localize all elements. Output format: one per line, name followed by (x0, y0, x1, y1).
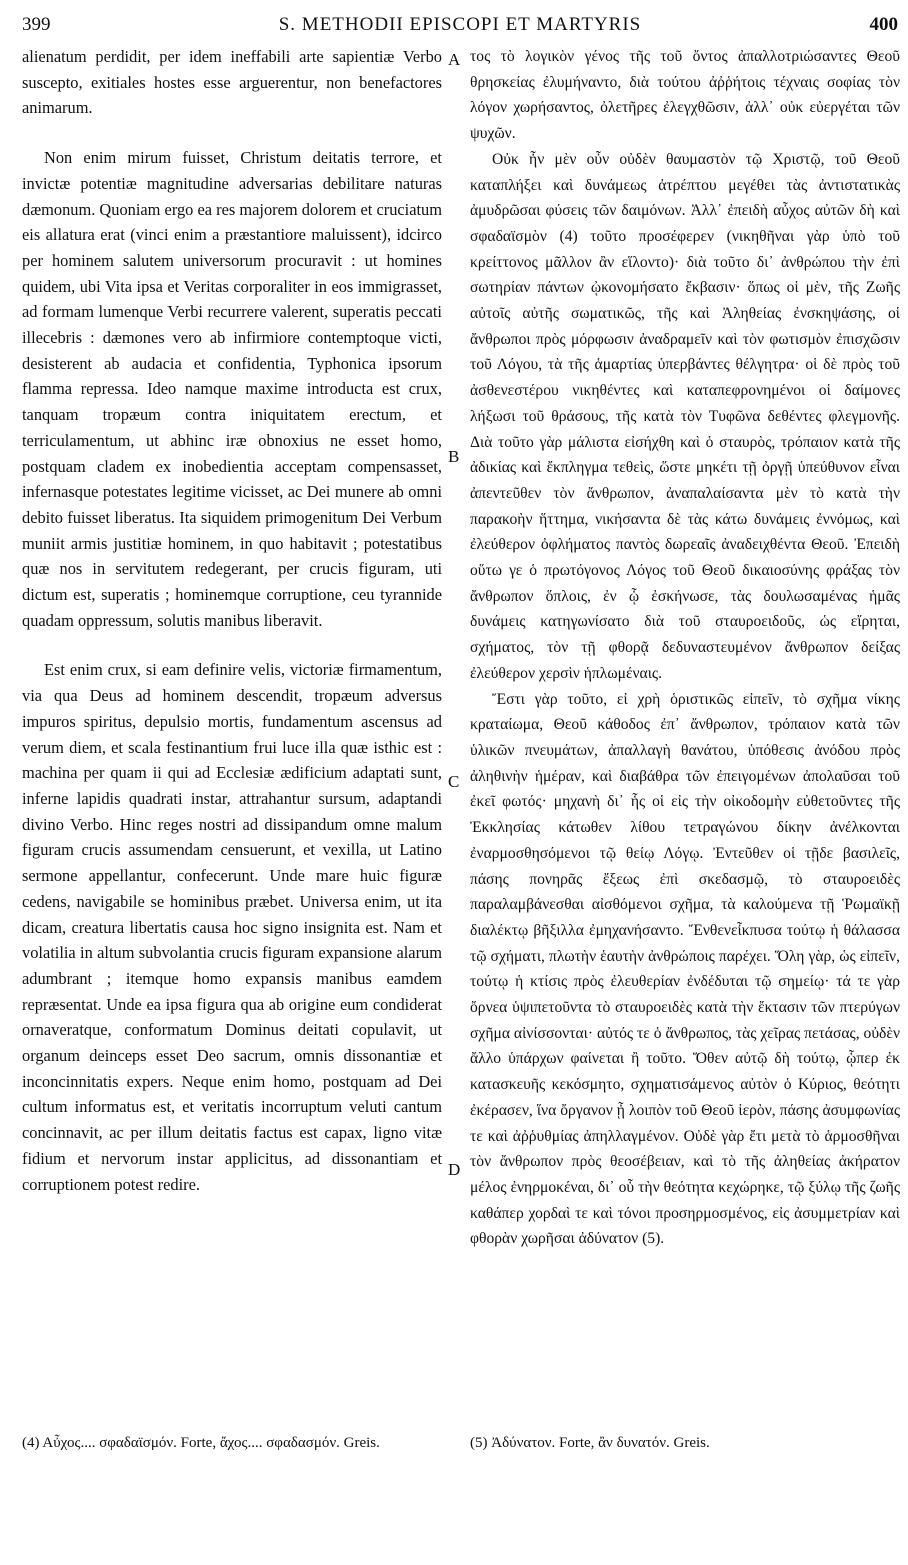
running-title: S. METHODII EPISCOPI ET MARTYRIS (278, 14, 642, 35)
greek-paragraph: Οὐκ ἦν μὲν οὖν οὐδὲν θαυμαστὸν τῷ Χριστῷ, τοῦ Θεοῦ καταπλήξει καὶ δυνάμεως ἀτρέπτου μεγέθει τὰς ἀντιστατικὰς ἀμυδρῶσαι φύσεις τῶν δαιμόνων. Ἀλλ᾽ ἐπειδὴ αὖχος αὐτῶν δὴ καὶ σφαδαϊσμὸν (4) τοῦτο προσέφερεν (νικηθῆναι γὰρ ὑπὸ τοῦ κρείττονος μᾶλλον ἂν εἵλοντο)· διὰ τοῦτο δι᾽ ἀνθρώπου τὴν ἐπὶ σωτηρίαν πάντων ᾠκονομήσατο ἔκβασιν· ὅπως οἱ μὲν, τῆς Ζωῆς αὐτοῖς αὐτῆς σωματικῶς, τῆς καὶ Ἀληθείας ἐνσκηψάσης, οἱ ἄνθρωποι πρὸς μόρφωσιν ἀναδραμεῖν καὶ τὸν φωτισμὸν ἐπισχῶσιν τοῦ Λόγου, τὰ τῆς ἁμαρτίας ὑπερβάντες θέλγητρα· οἱ δὲ πρὸς τοῦ ἀσθενεστέρου νικηθέντες καὶ καταπεφρονημένοι οἱ δαίμονες λήξωσι τοῦ θράσους, τῆς κατὰ τὸν Τυφῶνα δεθέντες φλεγμονῆς. Διὰ τοῦτο γὰρ μάλιστα εἰσήχθη καὶ ὁ σταυρὸς, τρόπαιον κατὰ τῆς ἀδικίας καὶ ἔκπληγμα τεθεὶς, ὥστε μηκέτι τῇ ὀργῇ ὑπεύθυνον εἶναι ἀπεντεῦθεν τὸν ἄνθρωπον, ἀναπαλαίσαντα μὲν τὸ κατὰ τὴν παρακοὴν ἥττημα, νικήσαντα δὲ τὰς κάτω δυνάμεις ἐννόμως, καὶ ἐλεύθερον ὀφλήματος παντὸς δωρεαῖς ἀναδειχθέντα Θεοῦ. Ἐπειδὴ οὕτω γε ὁ πρωτόγονος Λόγος τοῦ Θεοῦ δικαιοσύνης φράξας τὸν ἄνθρωπον ὅπλοις, ἐν ᾧ ἐσκήνωσε, τὰς δουλωσαμένας ἡμᾶς δυνάμεις κατηγωνίσατο διὰ τοῦ σταυροειδοῦς, ὡς εἴρηται, σχήματος, τὸν τῇ φθορᾷ δεδυναστευμένον ἄνθρωπον δείξας ἐλεύθερον χερσὶν ἡπλωμέναις. (470, 150, 900, 682)
latin-column (22, 44, 442, 1197)
section-marker-d: D (448, 1160, 461, 1179)
footnote-4: (4) Αὖχος.... σφαδαϊσμόν. Forte, ἄχος.... σφαδασμόν. Greis. (22, 1435, 380, 1451)
section-marker-b: B (448, 447, 460, 466)
footnote-5: (5) Ἀδύνατον. Forte, ἂν δυνατόν. Greis. (470, 1435, 710, 1451)
section-marker-a: A (448, 50, 461, 69)
greek-paragraph: Ἔστι γὰρ τοῦτο, εἰ χρὴ ὁριστικῶς εἰπεῖν, τὸ σχῆμα νίκης κραταίωμα, Θεοῦ κάθοδος ἐπ᾽ ἄνθρωπον, τρόπαιον κατὰ τῶν ὑλικῶν πνευμάτων, ἀπαλλαγὴ θανάτου, ὑπόθεσις ἀνόδου πρὸς ἀληθινὴν ἡμέραν, καὶ διαβάθρα τῶν ἐπειγομένων ἀπολαῦσαι τοῦ ἐκεῖ φωτός· μηχανὴ δι᾽ ἧς οἱ εἰς τὴν οἰκοδομὴν εὐθετοῦντες τῆς Ἐκκλησίας κάτωθεν λίθου τετραγώνου δίκην ἀνέλκονται ἐναρμοσθησόμενοι τῷ θείῳ Λόγῳ. Ἐντεῦθεν οἱ τῇδε βασιλεῖς, πάσης πονηρᾶς ἔξεως ἐπὶ σκεδασμῷ, τὸ σταυροειδὲς παραλαμβάνεσθαι αἰσθόμενοι σχῆμα, τὰ καλούμενα τῇ Ῥωμαϊκῇ διαλέκτῳ βῆξιλλα ἐμηχανήσαντο. Ἔνθενεἶκπυσα τούτῳ ἡ θάλασσα τῷ σχήματι, πλωτὴν ἑαυτὴν ἀνθρώποις παρέχει. Ὅλη γὰρ, ὡς εἰπεῖν, τούτῳ ἡ κτίσις πρὸς ἐλευθερίαν ἐνδέδυται τῷ σημείῳ· τά τε γὰρ ὄρνεα ὑψιπετοῦντα τὸ σταυροειδὲς κατὰ τὴν ἔκτασιν τῶν πτερύγων σχῆμα αἰνίσσονται· αὐτός τε ὁ ἄνθρωπος, τὰς χεῖρας πετάσας, οὐδὲν ἄλλο ὑπάρχων φαίνεται ἢ τοῦτο. Ὅθεν αὐτῷ δὴ τούτῳ, ᾧπερ ἐκ κατασκευῆς κεκόσμητο, σχηματισάμενος αὐτὸν ὁ Κύριος, θεότητι ἐκέρασεν, ἵνα ὄργανον ᾖ λοιπὸν τοῦ Θεοῦ ἱερὸν, πάσης ἀσυμφωνίας τε καὶ ἀῤῥυθμίας ἀπηλλαγμένον. Οὐδὲ γὰρ ἔτι μετὰ τὸ ἁρμοσθῆναι τὸν ἄνθρωπον πρὸς θεοσέβειαν, καὶ τὸ τῆς ἀληθείας ἀκήρατον μέλος ἐνηρμοκέναι, δι᾽ οὗ τὴν θεότητα κεχώρηκε, τῷ ξύλῳ τῆς ζωῆς καθάπερ χορδαὶ τε καὶ τόνοι προσηρμοσμένος, εἰς ἀσυμμετρίαν καὶ φθορὰν χωρῆσαι ἀδύνατον (5). (470, 690, 900, 1248)
page-number-left: 399 (22, 14, 51, 35)
page-number-right: 400 (869, 14, 898, 35)
latin-paragraph: alienatum perdidit, per idem ineffabili arte sapientiæ Verbo suscepto, exitiales hostes esse arguerentur, non benefactores animarum. (22, 47, 442, 118)
latin-paragraph: Non enim mirum fuisset, Christum deitatis terrore, et invictæ potentiæ magnitudine adversarias debilitare naturas dæmonum. Quoniam ergo ea res majorem dolorem et cruciatum eis allatura erat (vinci enim a præstantiore maluissent), idcirco per hominem salutem universorum procuravit : ut homines quidem, ubi Vita ipsa et Veritas corporaliter in eos immigrasset, ad formam lumenque Verbi recurrere valerent, superatis peccati illecebris : dæmones vero ab infirmiore contemptoque victi, desisterent ab audacia et confidentia, Typhonica ipsorum flamma repressa. Ideo namque maxime introducta est crux, tanquam tropæum contra iniquitatem erectum, et terriculamentum, ut abhinc iræ obnoxius ne esset homo, postquam cladem ex inobedientia acceptam compensasset, infernasque potestates legitime vicisset, ac Dei munere ab omni debito fuisset liberatus. Ita siquidem primogenitum Dei Verbum muniit armis justitiæ hominem, in quo habitavit ; potestatibus quæ nos in servitutem redegerant, per crucis figuram, uti dictum est, superatis ; hominemque corruptione, ceu tyrannide quadam oppressum, solutis manibus liberavit. (22, 148, 442, 630)
page-header (22, 14, 898, 40)
section-marker-c: C (448, 772, 460, 791)
greek-column (470, 44, 900, 1252)
greek-paragraph: τος τὸ λογικὸν γένος τῆς τοῦ ὄντος ἀπαλλοτριώσαντες Θεοῦ θρησκείας ἐλυμήναντο, διὰ τούτου ἀῤῥήτοις τέχναις σοφίας τὸν λόγον χωρήσαντος, ὀλετῆρες ἐλεγχθῶσιν, ἀλλ᾽ οὐκ εὐεργέται τῶν ψυχῶν. (470, 48, 900, 143)
latin-paragraph: Est enim crux, si eam definire velis, victoriæ firmamentum, via qua Deus ad hominem descendit, tropæum adversus impuros spiritus, depulsio mortis, fundamentum ascensus ad verum diem, et scala festinantium frui luce illa quæ isthic est : machina per quam ii qui ad Ecclesiæ ædificium adaptati sunt, inferne lapidis quadrati instar, attrahantur sursum, adaptandi divino Verbo. Hinc reges nostri ad dissipandum omne malum figuram crucis assumendam censuerunt, et vexilla, ut Latino sermone appellantur, confecerunt. Unde mare huic figuræ cedens, navigabile se hominibus præbet. Universa enim, ut ita dicam, creatura libertatis causa hoc signo insignita est. Nam et volatilia in altum subvolantia crucis figuram expansione alarum adumbrant ; itemque homo expansis manibus eamdem repræsentat. Unde ea ipsa figura qua ab origine eum condiderat ornaveratque, conformatum Dominus deitati copulavit, ut organum deinceps esset Deo sacrum, omnis dissonantiæ et inconcinnitatis expers. Neque enim homo, postquam ad Dei cultum informatus est, et veritatis incorruptum veluti cantum concinnavit, ac per illum deitatis factus est capax, ligno vitæ fidium et nervorum instar applicitus, ad dissonantiam et corruptionem potest redire. (22, 660, 442, 1194)
